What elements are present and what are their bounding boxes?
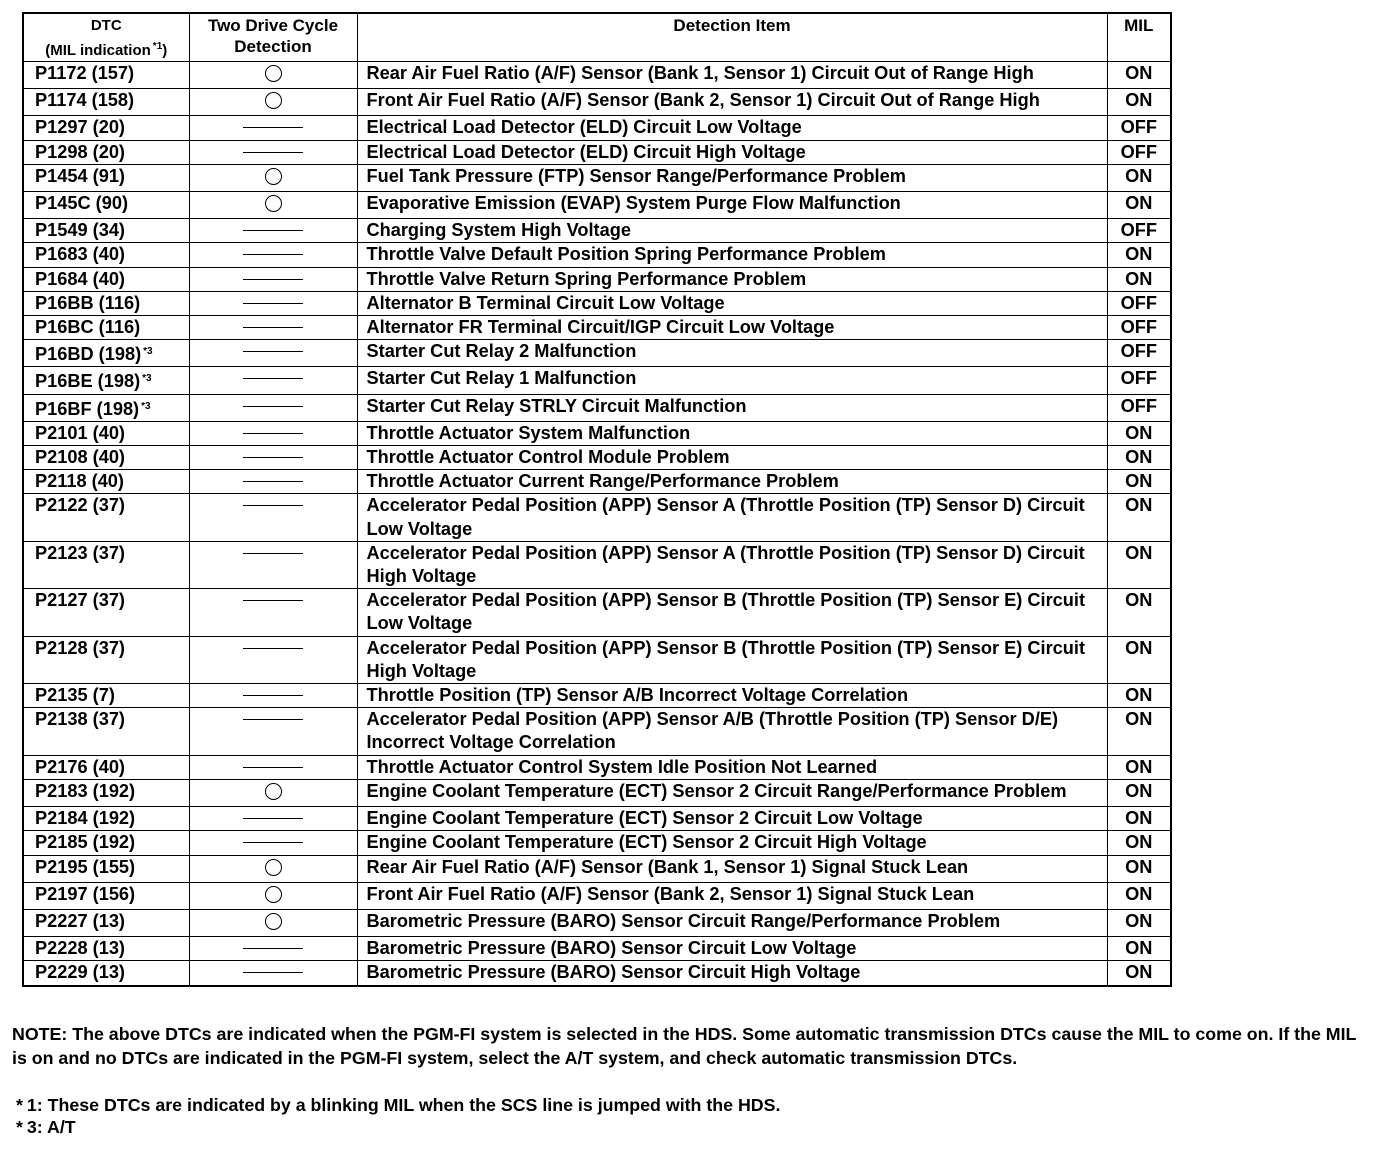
circle-icon: [265, 859, 282, 876]
dash-icon: [243, 972, 303, 973]
dtc-code: P2101 (40): [35, 422, 125, 443]
two-drive-cycle-cell: [189, 267, 357, 291]
two-drive-cycle-cell: [189, 367, 357, 394]
dtc-footnote-mark: *3: [142, 373, 152, 385]
dtc-code-cell: [23, 291, 189, 315]
table-row: [23, 831, 1171, 855]
dtc-code-cell: [23, 62, 189, 89]
dtc-code: P1683 (40): [35, 244, 125, 265]
table-header-row: [23, 13, 1171, 62]
detection-item: Engine Coolant Temperature (ECT) Sensor 2 Circuit Range/Performance Problem: [357, 779, 1107, 806]
mil-status: ON: [1107, 909, 1171, 936]
dtc-code: P2108 (40): [35, 447, 125, 468]
detection-item: Accelerator Pedal Position (APP) Sensor A (Throttle Position (TP) Sensor D) Circuit Low Voltage: [357, 494, 1107, 541]
mil-status: ON: [1107, 855, 1171, 882]
table-row: [23, 855, 1171, 882]
circle-icon: [265, 886, 282, 903]
table-row: [23, 140, 1171, 164]
header-dtc: [23, 13, 189, 62]
dtc-code: P1549 (34): [35, 220, 125, 241]
detection-item: Starter Cut Relay 1 Malfunction: [357, 367, 1107, 394]
mil-status: ON: [1107, 494, 1171, 541]
detection-item: Accelerator Pedal Position (APP) Sensor B (Throttle Position (TP) Sensor E) Circuit Low Voltage: [357, 589, 1107, 636]
dtc-code: P145C (90): [35, 193, 129, 214]
two-drive-cycle-cell: [189, 589, 357, 636]
table-row: [23, 367, 1171, 394]
dtc-code: P2197 (156): [35, 883, 136, 904]
header-dtc-footnote-mark: *1: [152, 41, 163, 52]
two-drive-cycle-cell: [189, 909, 357, 936]
mil-status: ON: [1107, 937, 1171, 961]
dtc-code-cell: [23, 116, 189, 140]
table-row: [23, 541, 1171, 588]
dtc-code-cell: [23, 961, 189, 986]
detection-item: Rear Air Fuel Ratio (A/F) Sensor (Bank 1, Sensor 1) Signal Stuck Lean: [357, 855, 1107, 882]
dtc-code-cell: [23, 446, 189, 470]
header-dtc-close: ): [162, 42, 168, 59]
mil-status: ON: [1107, 164, 1171, 191]
dtc-table-body: [23, 62, 1171, 986]
detection-item: Rear Air Fuel Ratio (A/F) Sensor (Bank 1, Sensor 1) Circuit Out of Range High: [357, 62, 1107, 89]
dash-icon: [243, 767, 303, 768]
detection-item: Throttle Position (TP) Sensor A/B Incorrect Voltage Correlation: [357, 684, 1107, 708]
detection-item: Barometric Pressure (BARO) Sensor Circuit High Voltage: [357, 961, 1107, 986]
dash-icon: [243, 327, 303, 328]
dash-icon: [243, 378, 303, 379]
dtc-footnote-mark: *3: [141, 400, 151, 412]
two-drive-cycle-cell: [189, 636, 357, 683]
dtc-code: P2118 (40): [35, 471, 124, 492]
two-drive-cycle-cell: [189, 779, 357, 806]
dtc-code: P1454 (91): [35, 165, 125, 186]
circle-icon: [265, 168, 282, 185]
header-two-drive-line1: Two Drive Cycle: [207, 16, 339, 35]
dtc-code: P2123 (37): [35, 542, 125, 563]
dtc-code: P1684 (40): [35, 268, 125, 289]
dtc-code-cell: [23, 164, 189, 191]
mil-status: ON: [1107, 684, 1171, 708]
mil-status: ON: [1107, 708, 1171, 755]
table-row: [23, 291, 1171, 315]
dtc-code: P2127 (37): [35, 590, 125, 611]
dtc-code: P2195 (155): [35, 856, 136, 877]
two-drive-cycle-cell: [189, 89, 357, 116]
mil-status: OFF: [1107, 316, 1171, 340]
detection-item: Alternator B Terminal Circuit Low Voltage: [357, 291, 1107, 315]
dtc-code-cell: [23, 882, 189, 909]
dtc-code: P16BC (116): [35, 317, 141, 338]
dtc-code: P1174 (158): [35, 90, 135, 111]
header-detection-item: Detection Item: [357, 13, 1107, 62]
dash-icon: [243, 648, 303, 649]
two-drive-cycle-cell: [189, 831, 357, 855]
dash-icon: [243, 433, 303, 434]
dtc-code-cell: [23, 755, 189, 779]
dtc-code: P2135 (7): [35, 685, 115, 706]
dtc-code: P1297 (20): [35, 117, 125, 138]
dtc-code: P16BF (198): [35, 398, 140, 419]
two-drive-cycle-cell: [189, 140, 357, 164]
dash-icon: [243, 303, 303, 304]
dtc-code-cell: [23, 494, 189, 541]
two-drive-cycle-cell: [189, 340, 357, 367]
dtc-code: P1298 (20): [35, 141, 125, 162]
detection-item: Starter Cut Relay STRLY Circuit Malfunction: [357, 394, 1107, 421]
two-drive-cycle-cell: [189, 164, 357, 191]
table-row: [23, 192, 1171, 219]
dash-icon: [243, 818, 303, 819]
table-row: [23, 316, 1171, 340]
note-text: NOTE: The above DTCs are indicated when the PGM-FI system is selected in the HDS. Some automatic transmission DTCs cause the MIL to come on. If the MIL is on and no DTCs are indicated in the PGM-FI system, select the A/T system, and check automatic transmission DTCs.: [12, 1024, 1357, 1068]
circle-icon: [265, 783, 282, 800]
detection-item: Throttle Valve Default Position Spring Performance Problem: [357, 243, 1107, 267]
mil-status: OFF: [1107, 291, 1171, 315]
table-row: [23, 89, 1171, 116]
mil-status: ON: [1107, 89, 1171, 116]
dtc-code: P2138 (37): [35, 709, 125, 730]
table-row: [23, 708, 1171, 755]
table-row: [23, 755, 1171, 779]
table-row: [23, 909, 1171, 936]
detection-item: Accelerator Pedal Position (APP) Sensor A (Throttle Position (TP) Sensor D) Circuit High Voltage: [357, 541, 1107, 588]
two-drive-cycle-cell: [189, 421, 357, 445]
mil-status: OFF: [1107, 340, 1171, 367]
mil-status: ON: [1107, 755, 1171, 779]
mil-status: ON: [1107, 831, 1171, 855]
dtc-code-cell: [23, 243, 189, 267]
detection-item: Engine Coolant Temperature (ECT) Sensor 2 Circuit Low Voltage: [357, 807, 1107, 831]
detection-item: Accelerator Pedal Position (APP) Sensor A/B (Throttle Position (TP) Sensor D/E) Incorrect Voltage Correlation: [357, 708, 1107, 755]
two-drive-cycle-cell: [189, 116, 357, 140]
dtc-code-cell: [23, 589, 189, 636]
table-row: [23, 589, 1171, 636]
table-row: [23, 394, 1171, 421]
table-row: [23, 219, 1171, 243]
dtc-code: P2228 (13): [35, 938, 125, 959]
two-drive-cycle-cell: [189, 708, 357, 755]
dtc-code-cell: [23, 470, 189, 494]
table-row: [23, 421, 1171, 445]
table-row: [23, 684, 1171, 708]
circle-icon: [265, 92, 282, 109]
mil-status: ON: [1107, 243, 1171, 267]
dtc-code-cell: [23, 831, 189, 855]
circle-icon: [265, 65, 282, 82]
detection-item: Barometric Pressure (BARO) Sensor Circuit Low Voltage: [357, 937, 1107, 961]
mil-status: ON: [1107, 62, 1171, 89]
detection-item: Throttle Actuator System Malfunction: [357, 421, 1107, 445]
dtc-code-cell: [23, 192, 189, 219]
two-drive-cycle-cell: [189, 541, 357, 588]
detection-item: Accelerator Pedal Position (APP) Sensor B (Throttle Position (TP) Sensor E) Circuit High Voltage: [357, 636, 1107, 683]
mil-status: ON: [1107, 589, 1171, 636]
detection-item: Fuel Tank Pressure (FTP) Sensor Range/Performance Problem: [357, 164, 1107, 191]
two-drive-cycle-cell: [189, 394, 357, 421]
table-row: [23, 446, 1171, 470]
mil-status: ON: [1107, 961, 1171, 986]
dtc-code: P16BD (198): [35, 344, 142, 365]
two-drive-cycle-cell: [189, 291, 357, 315]
mil-status: ON: [1107, 421, 1171, 445]
footnote-1-text: 1: These DTCs are indicated by a blinking MIL when the SCS line is jumped with the HDS.: [26, 1095, 781, 1115]
mil-status: ON: [1107, 541, 1171, 588]
dash-icon: [243, 279, 303, 280]
footnote-1: [16, 1094, 780, 1116]
dtc-code-cell: [23, 855, 189, 882]
dash-icon: [243, 719, 303, 720]
dash-icon: [243, 481, 303, 482]
mil-status: ON: [1107, 267, 1171, 291]
table-row: [23, 470, 1171, 494]
footnote-3-mark: *: [16, 1117, 23, 1137]
two-drive-cycle-cell: [189, 470, 357, 494]
mil-status: ON: [1107, 636, 1171, 683]
table-row: [23, 807, 1171, 831]
detection-item: Front Air Fuel Ratio (A/F) Sensor (Bank 2, Sensor 1) Circuit Out of Range High: [357, 89, 1107, 116]
two-drive-cycle-cell: [189, 882, 357, 909]
header-dtc-line2-text: (MIL indication: [45, 42, 151, 59]
dtc-footnote-mark: *3: [143, 346, 153, 358]
table-row: [23, 779, 1171, 806]
detection-item: Charging System High Voltage: [357, 219, 1107, 243]
two-drive-cycle-cell: [189, 855, 357, 882]
dtc-table: [22, 12, 1172, 987]
dtc-code: P2176 (40): [35, 756, 125, 777]
dash-icon: [243, 127, 303, 128]
two-drive-cycle-cell: [189, 961, 357, 986]
table-row: [23, 243, 1171, 267]
dtc-code-cell: [23, 340, 189, 367]
two-drive-cycle-cell: [189, 192, 357, 219]
detection-item: Starter Cut Relay 2 Malfunction: [357, 340, 1107, 367]
table-row: [23, 267, 1171, 291]
dtc-code-cell: [23, 807, 189, 831]
dtc-code: P2184 (192): [35, 808, 136, 829]
dtc-code-cell: [23, 636, 189, 683]
dtc-code-cell: [23, 684, 189, 708]
dash-icon: [243, 351, 303, 352]
dtc-code-cell: [23, 394, 189, 421]
dash-icon: [243, 152, 303, 153]
mil-status: OFF: [1107, 219, 1171, 243]
mil-status: ON: [1107, 779, 1171, 806]
dash-icon: [243, 600, 303, 601]
detection-item: Throttle Valve Return Spring Performance Problem: [357, 267, 1107, 291]
two-drive-cycle-cell: [189, 219, 357, 243]
dtc-code: P2128 (37): [35, 637, 125, 658]
dtc-code-cell: [23, 937, 189, 961]
dtc-code: P2183 (192): [35, 780, 136, 801]
dash-icon: [243, 948, 303, 949]
detection-item: Throttle Actuator Control Module Problem: [357, 446, 1107, 470]
table-row: [23, 882, 1171, 909]
dash-icon: [243, 553, 303, 554]
mil-status: ON: [1107, 192, 1171, 219]
two-drive-cycle-cell: [189, 807, 357, 831]
mil-status: ON: [1107, 470, 1171, 494]
dtc-code-cell: [23, 89, 189, 116]
table-row: [23, 961, 1171, 986]
table-row: [23, 494, 1171, 541]
two-drive-cycle-cell: [189, 62, 357, 89]
table-row: [23, 164, 1171, 191]
dtc-code-cell: [23, 421, 189, 445]
dash-icon: [243, 505, 303, 506]
mil-status: ON: [1107, 882, 1171, 909]
dtc-code-cell: [23, 367, 189, 394]
table-row: [23, 636, 1171, 683]
mil-status: ON: [1107, 446, 1171, 470]
footnote-3: [16, 1116, 76, 1138]
dtc-code: P16BB (116): [35, 292, 141, 313]
dtc-code: P2229 (13): [35, 962, 125, 983]
detection-item: Throttle Actuator Control System Idle Position Not Learned: [357, 755, 1107, 779]
detection-item: Front Air Fuel Ratio (A/F) Sensor (Bank 2, Sensor 1) Signal Stuck Lean: [357, 882, 1107, 909]
mil-status: OFF: [1107, 394, 1171, 421]
detection-item: Throttle Actuator Current Range/Performance Problem: [357, 470, 1107, 494]
two-drive-cycle-cell: [189, 243, 357, 267]
two-drive-cycle-cell: [189, 446, 357, 470]
two-drive-cycle-cell: [189, 684, 357, 708]
header-two-drive-cycle: [189, 13, 357, 62]
dtc-code: P2122 (37): [35, 495, 125, 516]
dash-icon: [243, 254, 303, 255]
two-drive-cycle-cell: [189, 494, 357, 541]
dtc-code-cell: [23, 267, 189, 291]
dash-icon: [243, 842, 303, 843]
dtc-code-cell: [23, 779, 189, 806]
detection-item: Engine Coolant Temperature (ECT) Sensor 2 Circuit High Voltage: [357, 831, 1107, 855]
dtc-code-cell: [23, 708, 189, 755]
two-drive-cycle-cell: [189, 755, 357, 779]
dash-icon: [243, 230, 303, 231]
dtc-code-cell: [23, 541, 189, 588]
header-two-drive-line2: Detection: [234, 37, 312, 56]
header-mil: MIL: [1107, 13, 1171, 62]
mil-status: OFF: [1107, 367, 1171, 394]
dash-icon: [243, 406, 303, 407]
two-drive-cycle-cell: [189, 937, 357, 961]
detection-item: Electrical Load Detector (ELD) Circuit Low Voltage: [357, 116, 1107, 140]
circle-icon: [265, 913, 282, 930]
dtc-code-cell: [23, 316, 189, 340]
table-row: [23, 937, 1171, 961]
dtc-code-cell: [23, 219, 189, 243]
footnote-1-mark: *: [16, 1095, 23, 1115]
table-row: [23, 116, 1171, 140]
detection-item: Alternator FR Terminal Circuit/IGP Circuit Low Voltage: [357, 316, 1107, 340]
mil-status: ON: [1107, 807, 1171, 831]
mil-status: OFF: [1107, 140, 1171, 164]
dtc-code: P16BE (198): [35, 371, 141, 392]
dash-icon: [243, 457, 303, 458]
circle-icon: [265, 195, 282, 212]
detection-item: Electrical Load Detector (ELD) Circuit High Voltage: [357, 140, 1107, 164]
two-drive-cycle-cell: [189, 316, 357, 340]
footnote-3-text: 3: A/T: [26, 1117, 76, 1137]
header-dtc-line2: [24, 36, 189, 61]
dtc-code: P2227 (13): [35, 910, 125, 931]
dtc-code: P2185 (192): [35, 832, 136, 853]
dash-icon: [243, 695, 303, 696]
table-row: [23, 340, 1171, 367]
detection-item: Evaporative Emission (EVAP) System Purge Flow Malfunction: [357, 192, 1107, 219]
dtc-code-cell: [23, 909, 189, 936]
dtc-code-cell: [23, 140, 189, 164]
mil-status: OFF: [1107, 116, 1171, 140]
dtc-code: P1172 (157): [35, 63, 135, 83]
detection-item: Barometric Pressure (BARO) Sensor Circuit Range/Performance Problem: [357, 909, 1107, 936]
table-row: [23, 62, 1171, 89]
header-dtc-line1: DTC: [90, 17, 122, 34]
